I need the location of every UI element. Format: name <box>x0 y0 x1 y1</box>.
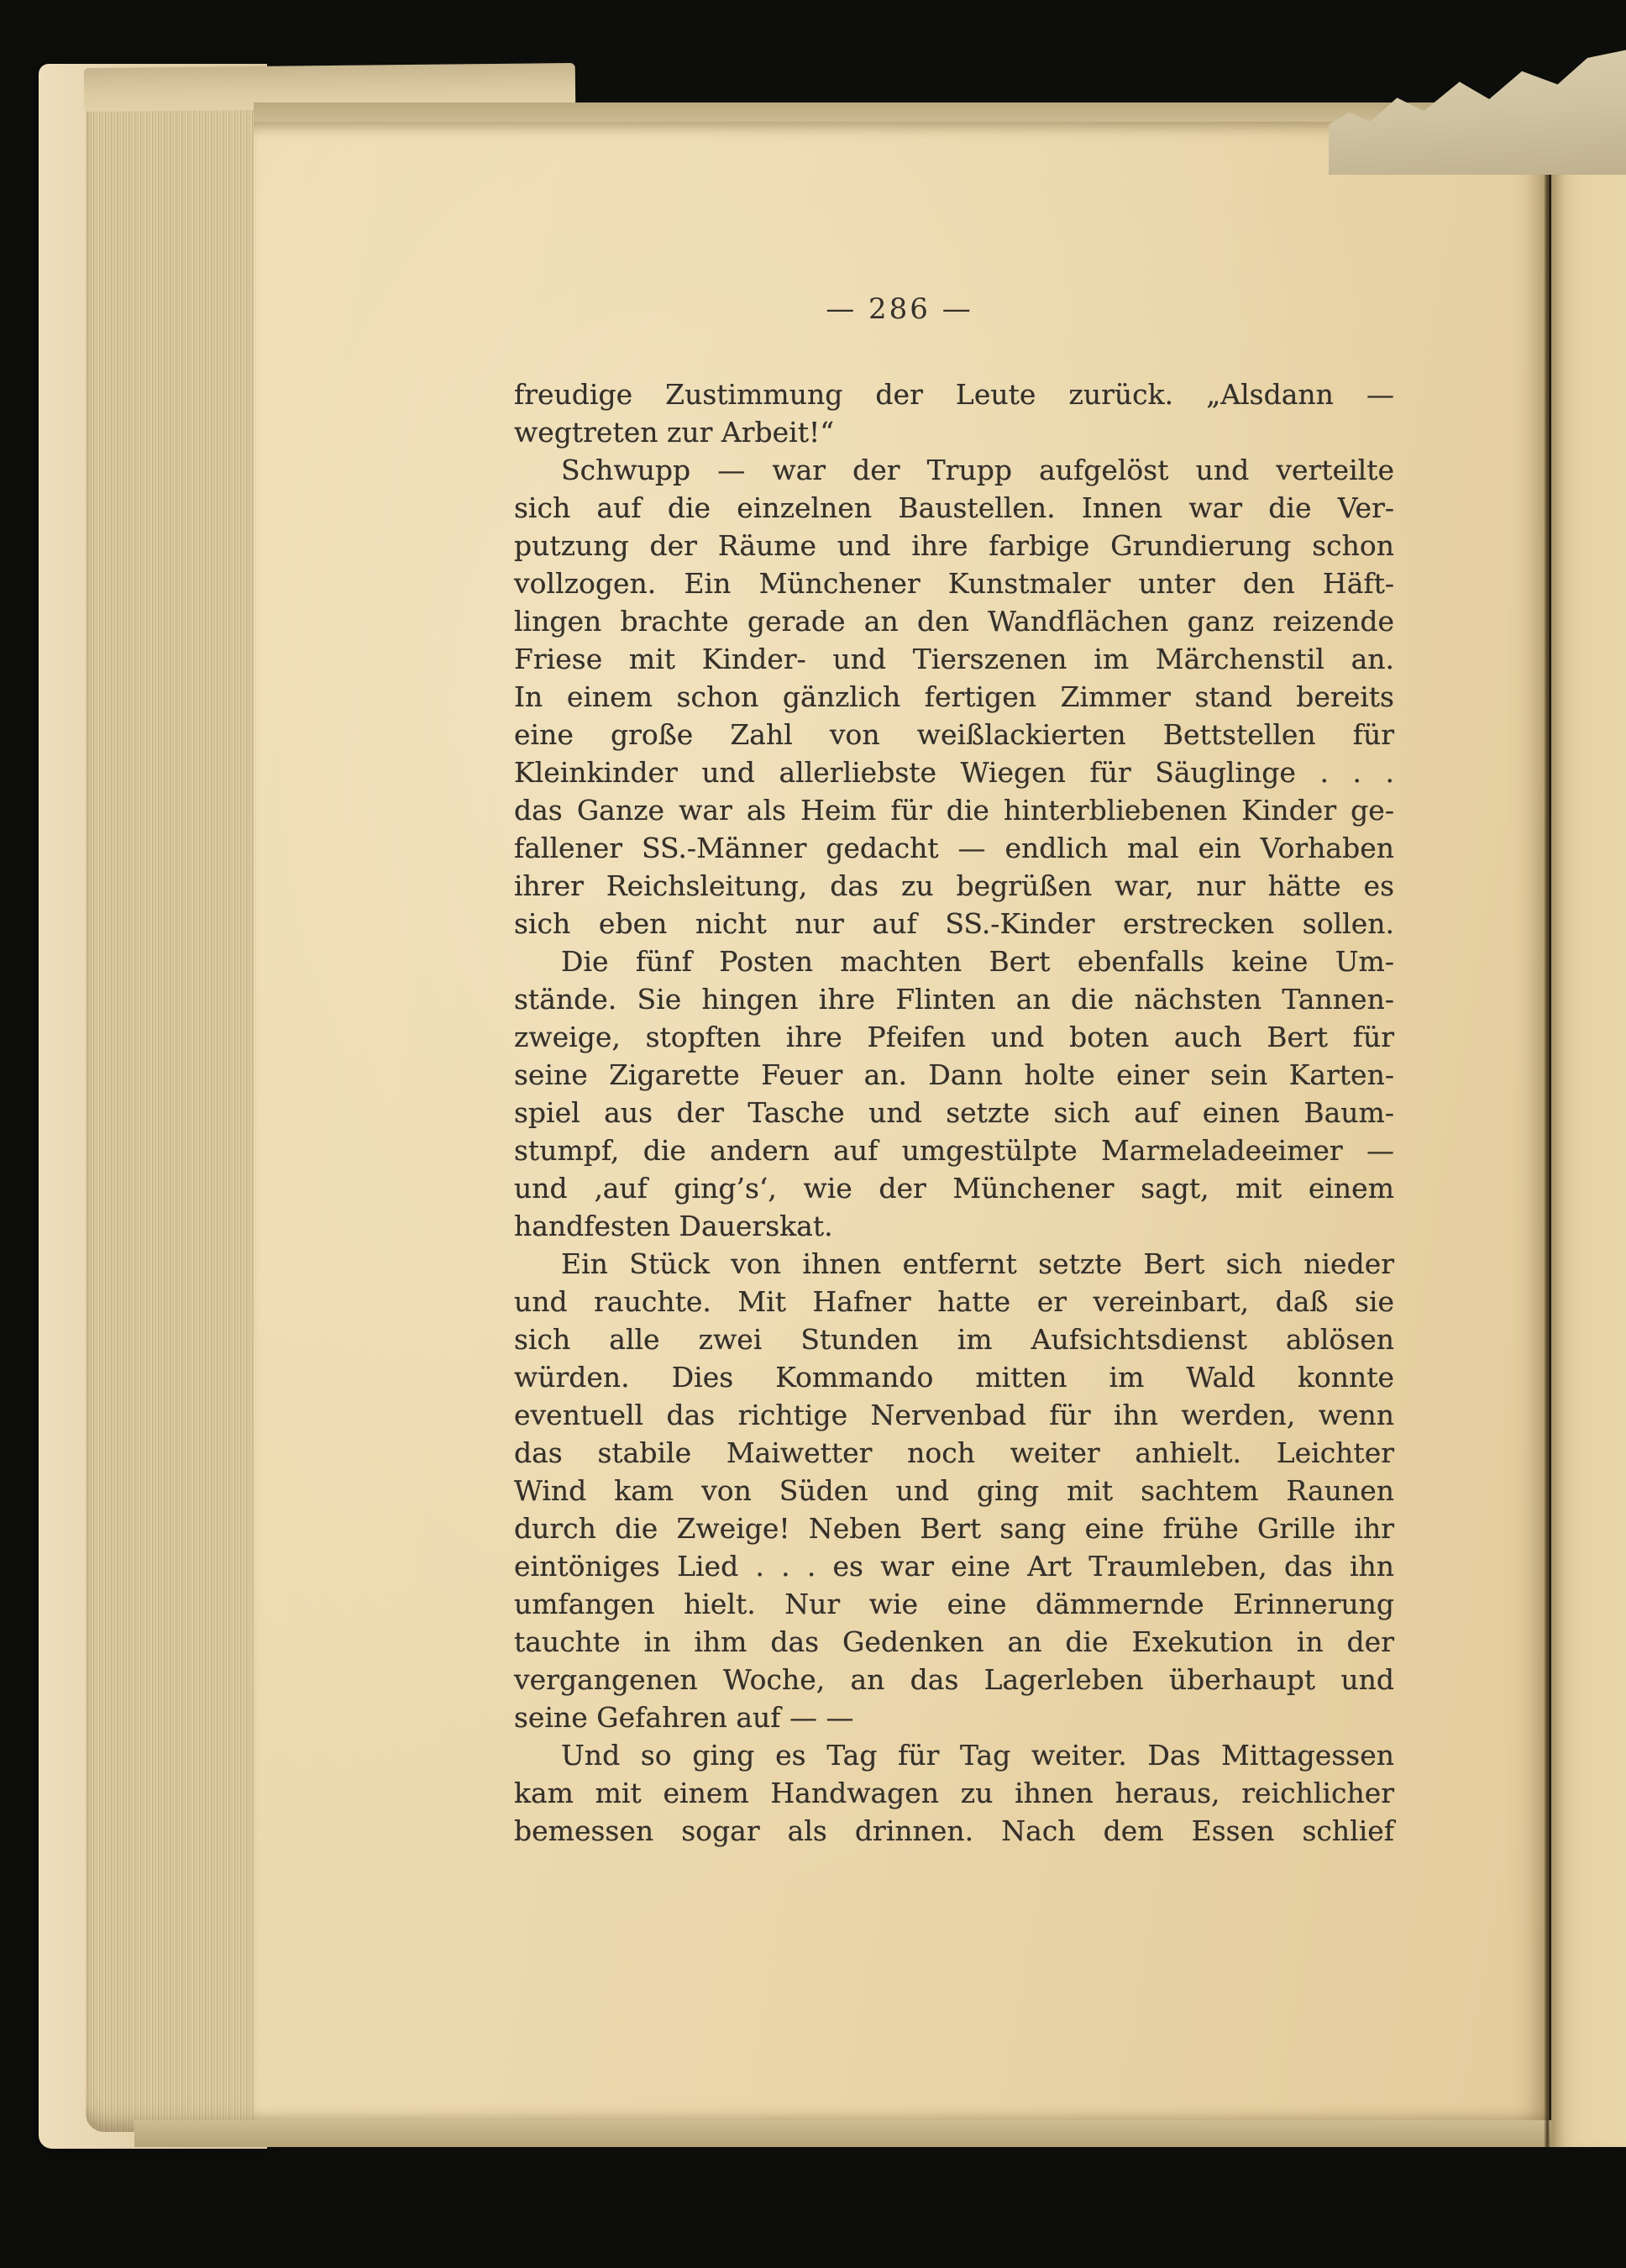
text-line: sich eben nicht nur auf SS.-Kinder erstrecken sollen. <box>514 907 1394 940</box>
text-line: Kleinkinder und allerliebste Wiegen für Säuglinge . . . <box>514 756 1394 789</box>
text-line: freudige Zustimmung der Leute zurück. „Alsdann — <box>514 378 1394 411</box>
text-line: durch die Zweige! Neben Bert sang eine frühe Grille ihr <box>514 1512 1394 1545</box>
text-line: stumpf, die andern auf umgestülpte Marmeladeeimer — <box>514 1134 1394 1167</box>
text-block <box>514 375 1394 1850</box>
text-line: ihrer Reichsleitung, das zu begrüßen war, nur hätte es <box>514 869 1394 902</box>
page-edge-stack <box>86 72 265 2132</box>
text-line: stände. Sie hingen ihre Flinten an die nächsten Tannen- <box>514 983 1394 1016</box>
text-line: eine große Zahl von weißlackierten Bettstellen für <box>514 718 1394 751</box>
text-line: eintöniges Lied . . . es war eine Art Traumleben, das ihn <box>514 1550 1394 1583</box>
text-line: sich auf die einzelnen Baustellen. Innen war die Ver- <box>514 491 1394 524</box>
text-line: putzung der Räume und ihre farbige Grundierung schon <box>514 529 1394 562</box>
text-line: eventuell das richtige Nervenbad für ihn werden, wenn <box>514 1399 1394 1431</box>
text-line: sich alle zwei Stunden im Aufsichtsdienst ablösen <box>514 1323 1394 1356</box>
text-line: bemessen sogar als drinnen. Nach dem Essen schlief <box>514 1814 1394 1847</box>
text-line: vollzogen. Ein Münchener Kunstmaler unter den Häft- <box>514 567 1394 600</box>
book-page <box>254 122 1549 2120</box>
page-number: — 286 — <box>826 292 973 326</box>
text-line: lingen brachte gerade an den Wandflächen ganz reizende <box>514 605 1394 638</box>
text-line: tauchte in ihm das Gedenken an die Exekution in der <box>514 1625 1394 1658</box>
text-line: das Ganze war als Heim für die hinterbliebenen Kinder ge- <box>514 794 1394 827</box>
text-line: umfangen hielt. Nur wie eine dämmernde Erinnerung <box>514 1588 1394 1620</box>
text-line: In einem schon gänzlich fertigen Zimmer stand bereits <box>514 680 1394 713</box>
text-line: Und so ging es Tag für Tag weiter. Das Mittagessen <box>561 1739 1394 1772</box>
next-page-edge <box>1551 92 1626 2147</box>
text-line: und rauchte. Mit Hafner hatte er vereinbart, daß sie <box>514 1285 1394 1318</box>
text-line: vergangenen Woche, an das Lagerleben überhaupt und <box>514 1663 1394 1696</box>
text-line: Schwupp — war der Trupp aufgelöst und verteilte <box>561 454 1394 486</box>
text-line: und ‚auf ging’s‘, wie der Münchener sagt, mit einem <box>514 1172 1394 1205</box>
text-line: Ein Stück von ihnen entfernt setzte Bert sich nieder <box>561 1247 1394 1280</box>
text-line: das stabile Maiwetter noch weiter anhielt. Leichter <box>514 1436 1394 1469</box>
text-line: fallener SS.-Männer gedacht — endlich mal ein Vorhaben <box>514 832 1394 864</box>
text-line: kam mit einem Handwagen zu ihnen heraus, reichlicher <box>514 1777 1394 1809</box>
text-line: spiel aus der Tasche und setzte sich auf einen Baum- <box>514 1096 1394 1129</box>
text-line: Friese mit Kinder- und Tierszenen im Märchenstil an. <box>514 643 1394 675</box>
text-line: Wind kam von Süden und ging mit sachtem Raunen <box>514 1474 1394 1507</box>
text-line: wegtreten zur Arbeit!“ <box>514 416 835 449</box>
text-line: würden. Dies Kommando mitten im Wald konnte <box>514 1361 1394 1394</box>
text-line: handfesten Dauerskat. <box>514 1210 833 1242</box>
text-line: seine Zigarette Feuer an. Dann holte einer sein Karten- <box>514 1058 1394 1091</box>
page-bottom-edge <box>134 2120 1589 2147</box>
text-line: zweige, stopften ihre Pfeifen und boten auch Bert für <box>514 1021 1394 1053</box>
text-line: seine Gefahren auf — — <box>514 1701 854 1734</box>
text-line: Die fünf Posten machten Bert ebenfalls keine Um- <box>561 945 1394 978</box>
